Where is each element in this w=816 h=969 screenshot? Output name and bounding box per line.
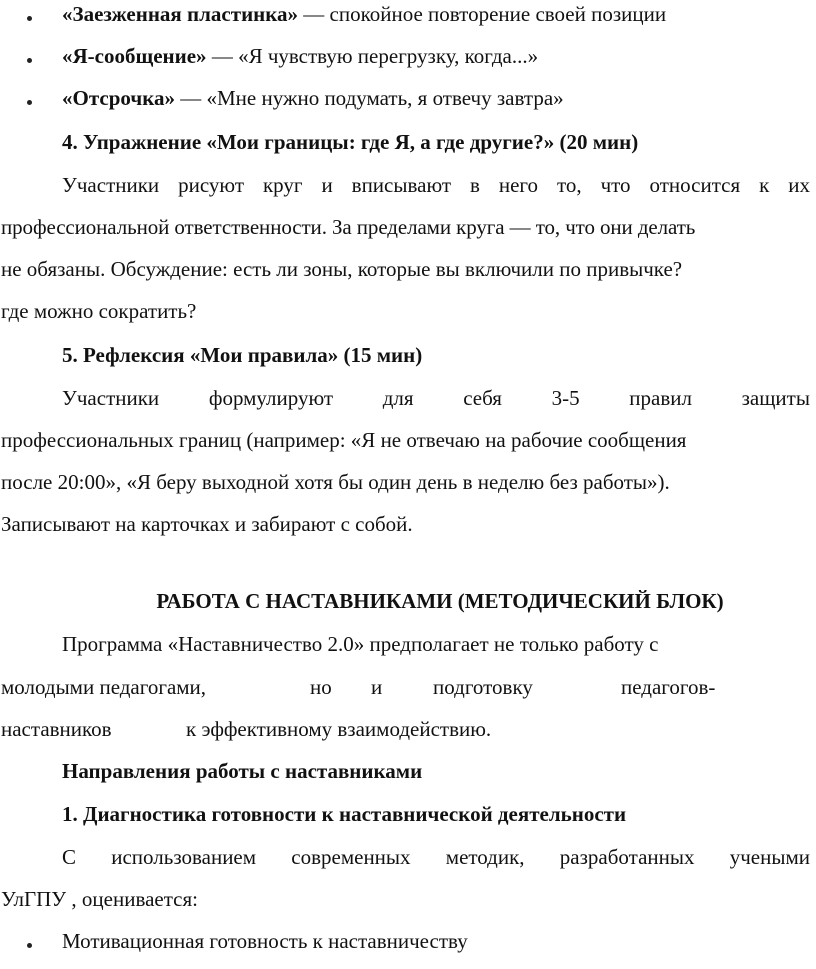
word: использованием (111, 845, 257, 869)
paragraph-line: Записывают на карточках и забирают с собой. (1, 512, 413, 536)
word: но (310, 675, 332, 699)
word: себя (463, 386, 502, 410)
paragraph-line: Программа «Наставничество 2.0» предполагает не только работу с (62, 632, 659, 656)
word: круг (262, 173, 303, 197)
word: то, (556, 173, 582, 197)
bullet-text: — «Я чувствую перегрузку, когда...» (206, 44, 539, 68)
word: молодыми педагогами, (1, 675, 207, 699)
paragraph-line: после 20:00», «Я беру выходной хотя бы один день в неделю без работы»). (1, 470, 670, 494)
item-heading: 1. Диагностика готовности к наставнической деятельности (62, 802, 627, 826)
bullet-dot-icon (27, 16, 32, 21)
word: к эффективному взаимодействию. (186, 717, 492, 741)
bullet-dot-icon (27, 100, 32, 105)
word: педагогов- (621, 675, 716, 699)
bullet-item (62, 84, 816, 112)
bullet-item (62, 0, 816, 28)
word: в (469, 173, 480, 197)
word: вписывают (351, 173, 452, 197)
paragraph-line (62, 384, 810, 412)
exercise-heading: 5. Рефлексия «Мои правила» (15 мин) (62, 343, 423, 367)
word: к (759, 173, 770, 197)
word: их (788, 173, 810, 197)
paragraph-line: не обязаны. Обсуждение: есть ли зоны, которые вы включили по привычке? (1, 257, 683, 281)
bullet-dot-icon (27, 943, 32, 948)
word: 3-5 (551, 386, 580, 410)
subheading: Направления работы с наставниками (62, 759, 423, 783)
word: правил (629, 386, 692, 410)
word: методик, (445, 845, 525, 869)
bullet-term: «Заезженная пластинка» (62, 2, 299, 26)
paragraph-line: УлГПУ , оценивается: (1, 887, 198, 911)
word: С (62, 845, 77, 869)
word: рисуют (178, 173, 244, 197)
word: относится (649, 173, 741, 197)
bullet-text: — спокойное повторение своей позиции (298, 2, 667, 26)
bullet-item (62, 42, 816, 70)
word: Участники (62, 386, 160, 410)
paragraph-line: профессиональных границ (например: «Я не отвечаю на рабочие сообщения (1, 428, 687, 452)
word: него (498, 173, 539, 197)
exercise-heading: 4. Упражнение «Мои границы: где Я, а где другие?» (20 мин) (62, 130, 639, 154)
bullet-dot-icon (27, 58, 32, 63)
word: Участники (62, 173, 160, 197)
paragraph-line (62, 843, 810, 871)
bullet-term: «Я-сообщение» (62, 44, 207, 68)
word: и (371, 675, 383, 699)
paragraph-line (62, 171, 810, 199)
word: и (321, 173, 333, 197)
word: формулируют (208, 386, 334, 410)
word: учеными (729, 845, 810, 869)
word: что (600, 173, 631, 197)
paragraph-line: профессиональной ответственности. За пределами круга — то, что они делать (1, 215, 696, 239)
word: современных (291, 845, 411, 869)
section-title: РАБОТА С НАСТАВНИКАМИ (МЕТОДИЧЕСКИЙ БЛОК) (156, 589, 724, 613)
bullet-term: «Отсрочка» (62, 86, 175, 110)
bullet-item: Мотивационная готовность к наставничеству (62, 929, 468, 953)
word: подготовку (433, 675, 533, 699)
word: защиты (741, 386, 810, 410)
bullet-text: — «Мне нужно подумать, я отвечу завтра» (175, 86, 564, 110)
word: для (382, 386, 414, 410)
word: наставников (1, 717, 112, 741)
word: разработанных (559, 845, 695, 869)
paragraph-line: где можно сократить? (1, 299, 197, 323)
